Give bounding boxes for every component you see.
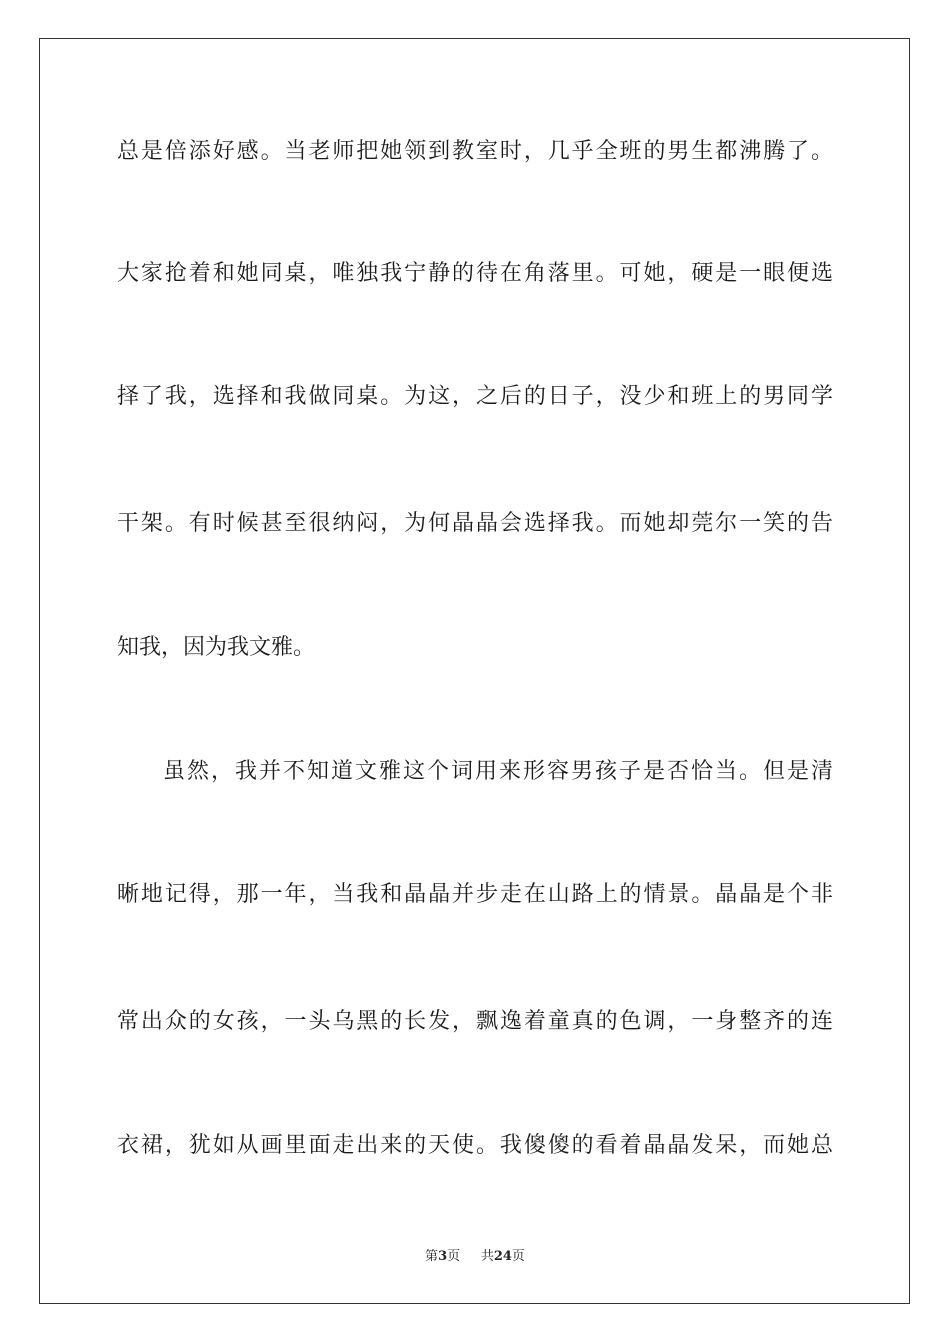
text-line: 总是倍添好感。当老师把她领到教室时，几乎全班的男生都沸腾了。	[117, 139, 833, 164]
text-line: 知我，因为我文雅。	[117, 635, 316, 660]
page-footer	[0, 1248, 950, 1266]
text-line: 择了我，选择和我做同桌。为这，之后的日子，没少和班上的男同学	[117, 384, 833, 409]
text-line: 衣裙，犹如从画里面走出来的天使。我傻傻的看着晶晶发呆，而她总	[117, 1133, 833, 1158]
text-line: 大家抢着和她同桌，唯独我宁静的待在角落里。可她，硬是一眼便选	[117, 261, 833, 286]
paragraph-first-line: 虽然，我并不知道文雅这个词用来形容男孩子是否恰当。但是清	[163, 759, 833, 784]
text-line: 干架。有时候甚至很纳闷，为何晶晶会选择我。而她却莞尔一笑的告	[117, 511, 833, 536]
page-border	[39, 38, 910, 1304]
text-line: 常出众的女孩，一头乌黑的长发，飘逸着童真的色调，一身整齐的连	[117, 1009, 833, 1034]
total-pages-label: 共24页	[480, 1249, 525, 1264]
text-line: 晰地记得，那一年，当我和晶晶并步走在山路上的情景。晶晶是个非	[117, 882, 833, 907]
page-number-label: 第3页	[425, 1249, 461, 1264]
